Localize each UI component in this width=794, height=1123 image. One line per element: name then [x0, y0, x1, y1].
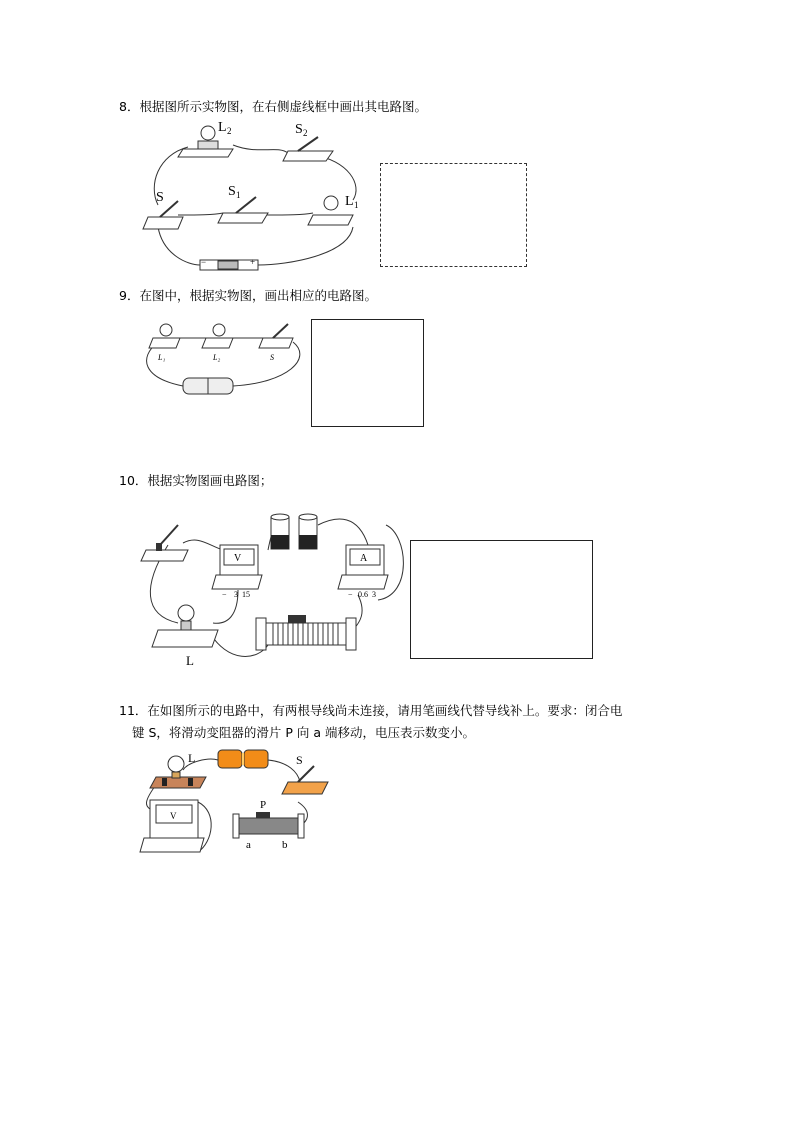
svg-text:S: S — [156, 190, 164, 205]
answer-box-8[interactable] — [380, 163, 527, 267]
lamp-l2 — [178, 120, 233, 157]
figure-10-circuit-photo — [138, 505, 408, 670]
question-text: 在如图所示的电路中，有两根导线尚未连接，请用笔画线代替导线补上。要求：闭合电 — [147, 703, 623, 718]
lamp-l — [150, 751, 206, 788]
svg-text:L: L — [188, 751, 196, 765]
svg-text:L: L — [345, 194, 354, 209]
svg-text:b: b — [282, 839, 288, 851]
switch-s — [282, 753, 328, 794]
svg-text:−: − — [201, 257, 207, 267]
figure-8-circuit-photo — [138, 115, 378, 280]
svg-text:L₁: L₁ — [158, 353, 166, 362]
svg-text:−: − — [348, 590, 353, 599]
answer-box-9[interactable] — [311, 319, 424, 427]
question-10 — [119, 471, 272, 491]
switch-s — [259, 324, 293, 362]
svg-text:15: 15 — [242, 590, 250, 599]
batteries — [218, 750, 268, 768]
svg-text:2: 2 — [227, 126, 232, 136]
lamp-l — [152, 605, 218, 668]
question-text: 根据实物图画电路图； — [147, 473, 273, 488]
svg-text:−: − — [222, 590, 227, 599]
switch-s1 — [218, 184, 268, 223]
question-number: 9． — [119, 288, 140, 303]
svg-text:S: S — [228, 184, 236, 199]
svg-text:V: V — [234, 553, 242, 564]
battery — [200, 257, 258, 270]
svg-text:a: a — [246, 839, 251, 851]
batteries — [271, 514, 317, 549]
voltmeter — [212, 545, 262, 599]
question-11-line2 — [132, 723, 475, 743]
svg-text:2: 2 — [303, 128, 308, 138]
figure-9-circuit-photo — [138, 318, 308, 418]
svg-text:L: L — [186, 653, 194, 668]
svg-text:1: 1 — [236, 190, 241, 200]
figure-11-circuit-photo — [138, 742, 338, 862]
svg-text:+: + — [250, 257, 256, 267]
question-text: 在图中，根据实物图，画出相应的电路图。 — [139, 288, 377, 303]
answer-box-10[interactable] — [410, 540, 593, 659]
question-8 — [119, 97, 427, 117]
question-text: 键 S，将滑动变阻器的滑片 P 向 a 端移动，电压表示数变小。 — [132, 725, 476, 740]
question-number: 11． — [119, 703, 148, 718]
svg-text:0.6: 0.6 — [358, 590, 368, 599]
svg-text:3: 3 — [372, 590, 376, 599]
battery — [183, 378, 233, 394]
svg-text:S: S — [295, 122, 303, 137]
svg-text:L₂: L₂ — [213, 353, 221, 362]
voltmeter — [140, 800, 204, 852]
question-number: 8． — [119, 99, 140, 114]
ammeter — [338, 545, 388, 599]
rheostat — [233, 799, 304, 851]
svg-text:S: S — [296, 753, 303, 767]
question-9 — [119, 286, 377, 306]
svg-text:S: S — [270, 353, 274, 362]
svg-text:A: A — [360, 553, 368, 564]
lamp-l1 — [149, 324, 180, 362]
question-text: 根据图所示实物图，在右侧虚线框中画出其电路图。 — [139, 99, 427, 114]
switch-s2 — [283, 122, 333, 161]
lamp-l2 — [202, 324, 233, 362]
svg-text:V: V — [170, 811, 177, 821]
switch-s — [143, 190, 183, 229]
lamp-l1 — [308, 194, 359, 225]
question-11-line1 — [119, 701, 622, 721]
svg-text:1: 1 — [354, 200, 359, 210]
svg-text:P: P — [260, 799, 267, 811]
question-number: 10． — [119, 473, 148, 488]
switch — [141, 525, 188, 561]
rheostat — [256, 615, 356, 650]
svg-text:3: 3 — [234, 590, 238, 599]
svg-text:L: L — [218, 120, 227, 135]
